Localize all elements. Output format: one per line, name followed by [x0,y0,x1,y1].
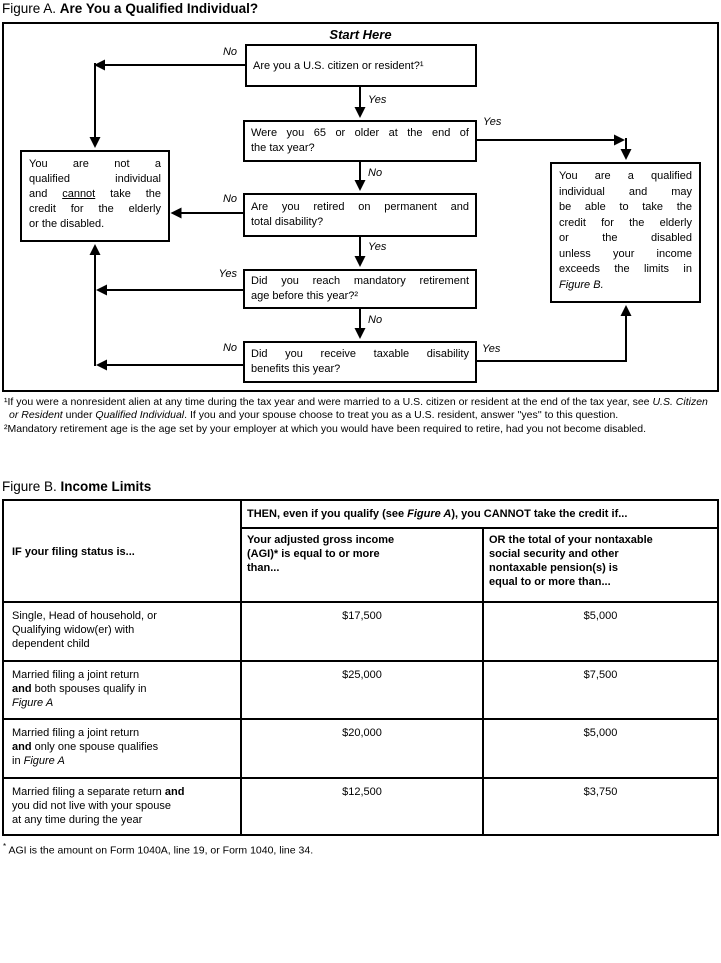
branch-label-yes: Yes [482,343,501,355]
header-pension-line: equal to or more than... [489,576,611,588]
not-qualified-cannot: cannot [62,188,96,200]
flow-box-line: or the disabled. [29,218,105,230]
row-status-text: both spouses qualify in [31,683,147,695]
row-2-pension-limit: $7,500 [583,669,618,681]
header-then-text: ), you CANNOT take the credit if... [451,508,628,520]
header-pension-line: OR the total of your nontaxable [489,534,653,546]
row-status-and: and [12,683,32,695]
header-if-filing-status: IF your filing status is... [12,546,135,558]
figure-a-title [2,1,258,16]
flow-box-retired-disability [243,193,477,237]
branch-label-no: No [368,167,383,179]
row-status-line [12,740,237,754]
figure-a-flowchart [2,22,719,392]
branch-label-yes: Yes [368,94,387,106]
header-agi-column [247,533,475,575]
footnote-2: ²Mandatory retirement age is the age set by your employer at which you would have been required to retire, had you not become disabled. [4,422,647,435]
figure-a-footnotes [4,396,718,436]
footnote-1-text: ¹If you were a nonresident alien at any time during the tax year and were married to a U.S. citizen or resident at the end of the tax year, see [4,396,653,408]
flow-box-line [29,187,161,202]
not-qualified-text: take the [95,188,161,200]
row-1-pension-limit: $5,000 [583,610,618,622]
footnote-1 [4,396,718,423]
table-row-joint-one-qualifies [12,726,237,768]
branch-label-yes: Yes [218,268,237,280]
row-status-line: Qualifying widow(er) with [12,624,135,636]
flow-box-line: Were you 65 or older at the end of [251,127,469,139]
row-4-pension-limit: $3,750 [583,786,618,798]
row-status-line [12,785,240,799]
flow-box-line: or the disabled [559,232,692,244]
table-divider-under-then [240,527,717,529]
header-then-qualify [247,501,713,527]
row-status-figure-a-ref: Figure A [12,697,54,709]
not-qualified-text: and [29,188,63,200]
row-status-and: and [12,741,32,753]
flow-box-line: be able to take the [559,201,692,213]
row-status-text: only one spouse qualifies [31,741,159,753]
flow-box-line: Are you retired on permanent and [251,201,469,213]
flow-box-line: You are not a [29,158,161,170]
footnote-agi-text: AGI is the amount on Form 1040A, line 19, or Form 1040, line 34. [6,844,314,857]
row-status-line: at any time during the year [12,814,143,826]
flow-box-citizen [245,44,477,87]
flow-box-line: qualified individual [29,173,161,185]
start-here-label: Start Here [329,27,392,42]
flow-box-line: Did you receive taxable disability [251,348,469,360]
flow-box-line: credit for the elderly [559,216,692,229]
footnote-1-italic: Qualified Individual [95,409,185,422]
header-pension-line: social security and other [489,548,619,560]
row-status-line: Married filing a joint return [12,727,140,739]
table-row-single-status [12,609,237,651]
flow-box-line: credit for the elderly [29,203,161,215]
row-status-line: Married filing a joint return [12,669,140,681]
row-3-agi-limit: $20,000 [342,727,382,739]
table-divider-header-bottom [4,601,717,603]
flow-box-citizen-text: Are you a U.S. citizen or resident?¹ [253,60,424,72]
row-status-text: in [12,755,24,767]
figure-b-title-prefix: Figure B. [2,479,57,494]
header-agi-line: than... [247,562,280,574]
figure-a-title-prefix: Figure A. [2,1,57,16]
flow-box-line: age before this year?² [251,290,359,302]
flow-box-qualified [550,162,701,303]
flow-box-not-qualified [20,150,170,242]
row-1-agi-limit: $17,500 [342,610,382,622]
table-divider-row-3 [4,777,717,779]
row-4-agi-limit: $12,500 [342,786,382,798]
flow-box-line: total disability? [251,216,324,228]
flow-box-line: exceeds the limits in [559,263,692,275]
branch-label-no: No [368,314,383,326]
flow-box-line: benefits this year? [251,363,341,375]
figure-a-title-text: Are You a Qualified Individual? [59,1,259,16]
figure-b-title-text: Income Limits [60,479,152,494]
flow-box-mandatory-retirement [243,269,477,309]
branch-label-no: No [222,46,237,58]
flow-box-age-65 [243,120,477,162]
figure-b-table [2,499,719,836]
branch-label-yes: Yes [483,116,502,128]
row-status-line [12,754,237,768]
table-divider-row-1 [4,660,717,662]
row-status-line: dependent child [12,638,90,650]
row-status-text: Married filing a separate return [12,786,165,798]
flow-box-line: Did you reach mandatory retirement [251,275,469,287]
flow-box-taxable-benefits [243,341,477,383]
table-row-separate-return [12,785,240,827]
branch-label-no: No [222,342,237,354]
footnote-star: * [3,842,7,851]
header-then-figure-a-ref: Figure A [407,508,452,520]
flow-box-line: individual and may [559,185,692,198]
row-2-agi-limit: $25,000 [342,669,382,681]
header-agi-line: Your adjusted gross income [247,534,395,546]
footnote-1-italic: U.S. Citizen or Resident [9,396,708,422]
flow-box-line-figure-b-ref: Figure B. [559,278,604,291]
flow-box-line: unless your income [559,247,692,260]
flow-box-line: You are a qualified [559,170,692,182]
figure-b-footnote [3,842,313,857]
branch-label-no: No [222,193,237,205]
header-pension-line: nontaxable pension(s) is [489,562,618,574]
figure-b-title [2,479,151,494]
flow-box-line: the tax year? [251,142,315,154]
row-status-line: you did not live with your spouse [12,800,171,812]
table-divider-row-2 [4,718,717,720]
table-row-joint-both-qualify [12,668,237,710]
row-3-pension-limit: $5,000 [583,727,618,739]
footnote-1-text: . If you and your spouse choose to treat you as a U.S. resident, answer ''yes'' to this question. [184,409,619,422]
row-status-line: Single, Head of household, or [12,610,157,622]
row-status-figure-a-ref: Figure A [23,755,65,767]
header-pension-column [489,533,714,589]
header-agi-line: (AGI)* is equal to or more [247,548,380,560]
branch-label-yes: Yes [368,241,387,253]
row-status-line [12,682,237,696]
header-then-text: THEN, even if you qualify (see [247,508,408,520]
footnote-1-text: under [62,409,96,422]
row-status-and: and [164,786,185,798]
